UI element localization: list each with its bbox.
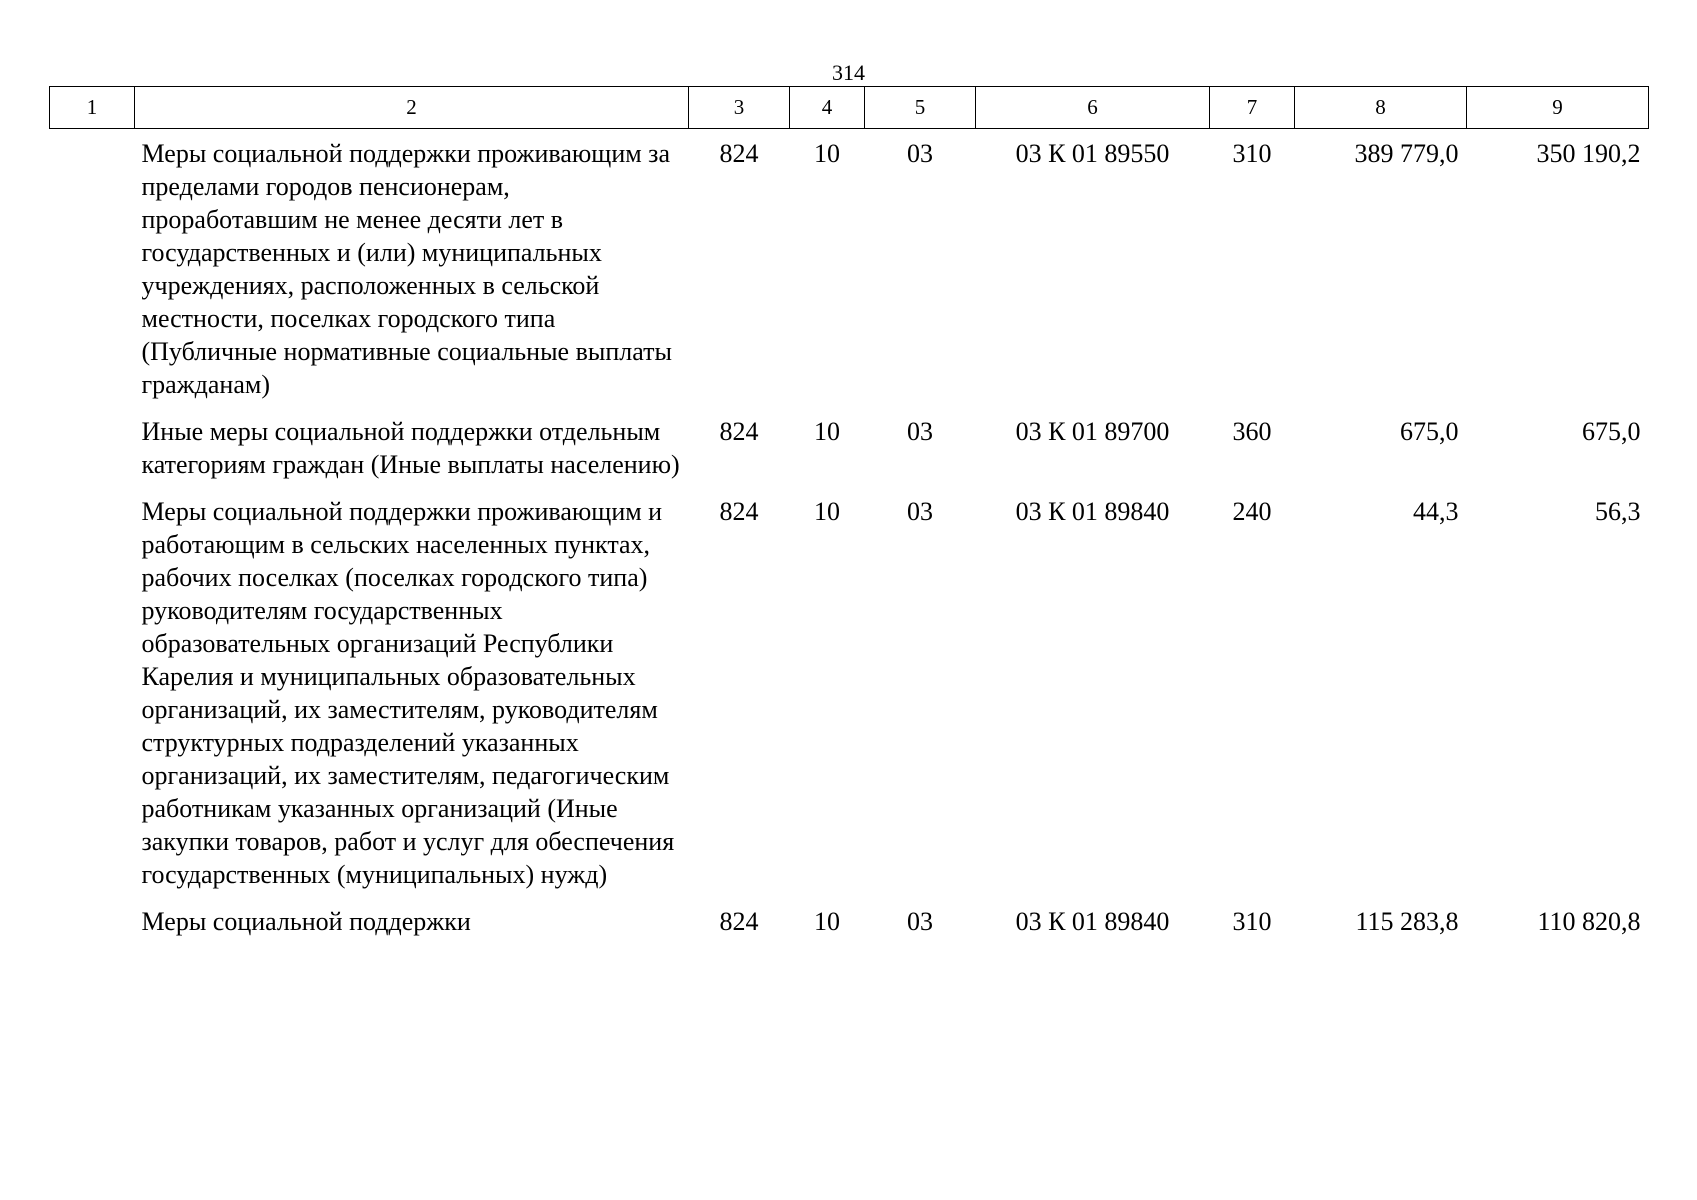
target-article-code: 03 К 01 89550 bbox=[1015, 139, 1170, 168]
column-header: 8 bbox=[1295, 87, 1467, 129]
column-header: 7 bbox=[1210, 87, 1295, 129]
expense-type-code: 310 bbox=[1232, 907, 1272, 936]
column-header: 4 bbox=[790, 87, 865, 129]
amount-year-2: 675,0 bbox=[1582, 417, 1641, 446]
budget-table bbox=[49, 86, 1649, 938]
header-row bbox=[50, 87, 1649, 129]
amount-year-1: 389 779,0 bbox=[1354, 139, 1459, 168]
section-code: 10 bbox=[814, 417, 840, 446]
amount-year-2: 56,3 bbox=[1595, 497, 1641, 526]
amount-year-1: 115 283,8 bbox=[1355, 907, 1459, 936]
column-header: 5 bbox=[865, 87, 976, 129]
admin-code: 824 bbox=[719, 497, 759, 526]
admin-code: 824 bbox=[719, 139, 759, 168]
empty-cell bbox=[50, 129, 135, 402]
empty-cell bbox=[50, 481, 135, 891]
table-row bbox=[50, 401, 1649, 481]
empty-cell bbox=[50, 891, 135, 938]
section-code: 10 bbox=[814, 139, 840, 168]
amount-year-1: 44,3 bbox=[1413, 497, 1459, 526]
empty-cell bbox=[50, 401, 135, 481]
column-header: 1 bbox=[50, 87, 135, 129]
subsection-code: 03 bbox=[907, 417, 933, 446]
amount-year-1: 675,0 bbox=[1400, 417, 1459, 446]
subsection-code: 03 bbox=[907, 497, 933, 526]
target-article-code: 03 К 01 89700 bbox=[1015, 417, 1170, 446]
amount-year-2: 350 190,2 bbox=[1536, 139, 1641, 168]
row-description: Меры социальной поддержки проживающим и работающим в сельских населенных пунктах, рабочих поселках (поселках городского типа) руководителям государственных образовательных организаций Республики Карелия и муниципальных образовательных организаций, их заместителям, руководителям структурных подразделений указанных организаций, их заместителям, педагогическим работникам указанных организаций (Иные закупки товаров, работ и услуг для обеспечения государственных (муниципальных) нужд) bbox=[141, 497, 675, 889]
table-row bbox=[50, 481, 1649, 891]
admin-code: 824 bbox=[719, 907, 759, 936]
subsection-code: 03 bbox=[907, 907, 933, 936]
row-description: Меры социальной поддержки проживающим за пределами городов пенсионерам, проработавшим не менее десяти лет в государственных и (или) муниципальных учреждениях, расположенных в сельской местности, поселках городского типа (Публичные нормативные социальные выплаты гражданам) bbox=[141, 139, 672, 399]
row-description: Меры социальной поддержки bbox=[141, 907, 471, 936]
subsection-code: 03 bbox=[907, 139, 933, 168]
table-body bbox=[50, 129, 1649, 939]
column-header: 6 bbox=[976, 87, 1210, 129]
expense-type-code: 360 bbox=[1232, 417, 1272, 446]
admin-code: 824 bbox=[719, 417, 759, 446]
target-article-code: 03 К 01 89840 bbox=[1015, 907, 1170, 936]
expense-type-code: 310 bbox=[1232, 139, 1272, 168]
column-header: 9 bbox=[1467, 87, 1649, 129]
column-header: 2 bbox=[135, 87, 689, 129]
table-row bbox=[50, 129, 1649, 402]
row-description: Иные меры социальной поддержки отдельным категориям граждан (Иные выплаты населению) bbox=[141, 417, 680, 479]
expense-type-code: 240 bbox=[1232, 497, 1272, 526]
table-header bbox=[50, 87, 1649, 129]
section-code: 10 bbox=[814, 907, 840, 936]
table-row bbox=[50, 891, 1649, 938]
page-number: 314 bbox=[832, 60, 865, 85]
target-article-code: 03 К 01 89840 bbox=[1015, 497, 1170, 526]
amount-year-2: 110 820,8 bbox=[1537, 907, 1641, 936]
column-header: 3 bbox=[689, 87, 790, 129]
section-code: 10 bbox=[814, 497, 840, 526]
